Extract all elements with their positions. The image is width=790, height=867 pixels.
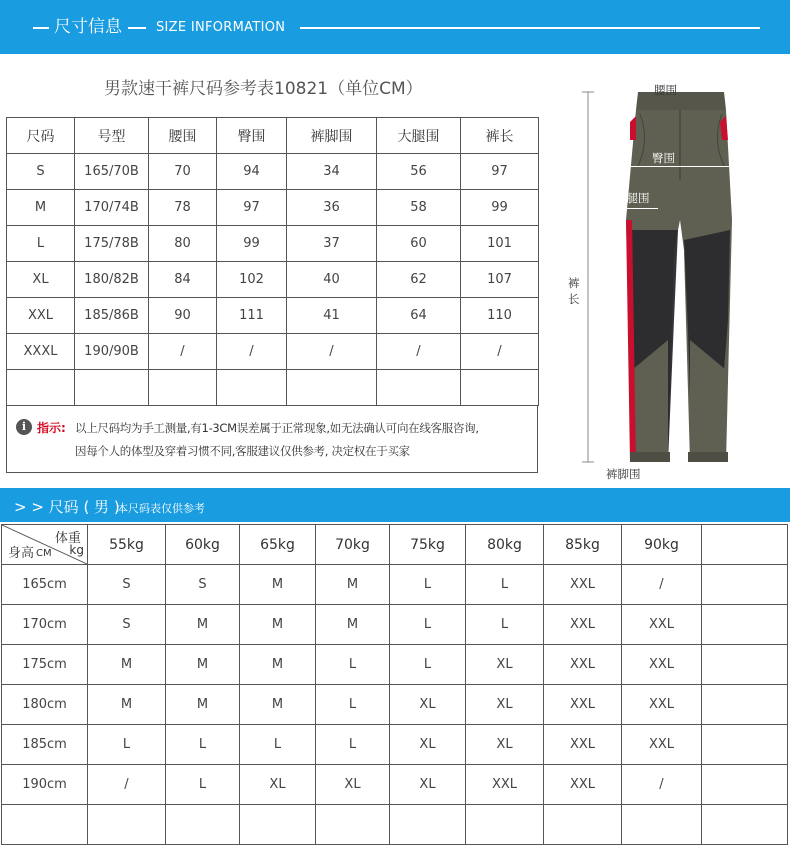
- size-cell: 34: [287, 154, 377, 190]
- size-header-cell: 裤脚围: [287, 118, 377, 154]
- size-guide-subtitle: 本尺码表仅供参考: [117, 502, 205, 515]
- size-cell: 165/70B: [75, 154, 149, 190]
- size-recommendation-cell: L: [390, 645, 466, 685]
- size-cell: 94: [217, 154, 287, 190]
- label-waist: 腰围: [654, 83, 677, 97]
- size-recommendation-cell: M: [240, 605, 316, 645]
- size-recommendation-cell: XXL: [544, 645, 622, 685]
- corner-weight-unit: kg: [69, 543, 84, 557]
- size-recommendation-cell: M: [88, 685, 166, 725]
- size-recommendation-cell: [702, 765, 788, 805]
- wh-corner-cell: [2, 525, 88, 565]
- size-recommendation-cell: XXL: [544, 565, 622, 605]
- size-recommendation-cell: M: [240, 645, 316, 685]
- size-recommendation-cell: L: [240, 725, 316, 765]
- size-recommendation-cell: M: [316, 565, 390, 605]
- size-table: [6, 117, 539, 406]
- size-recommendation-cell: [240, 805, 316, 845]
- size-cell: 37: [287, 226, 377, 262]
- size-cell: 56: [377, 154, 461, 190]
- size-recommendation-cell: S: [88, 565, 166, 605]
- size-row: [7, 154, 539, 190]
- banner-dash-left: [33, 27, 49, 29]
- weight-header-cell: 80kg: [466, 525, 544, 565]
- weight-height-table: [1, 524, 788, 845]
- weight-header-cell: 60kg: [166, 525, 240, 565]
- height-row: [2, 725, 788, 765]
- weight-header-cell: 65kg: [240, 525, 316, 565]
- height-cell: 190cm: [2, 765, 88, 805]
- size-header-cell: 腰围: [149, 118, 217, 154]
- size-row: [7, 190, 539, 226]
- corner-weight-label: 体重: [54, 531, 81, 546]
- size-recommendation-cell: XL: [466, 725, 544, 765]
- size-cell: 36: [287, 190, 377, 226]
- height-cell: 180cm: [2, 685, 88, 725]
- size-recommendation-cell: M: [240, 685, 316, 725]
- size-cell: 190/90B: [75, 334, 149, 370]
- pants-diagram: [560, 70, 790, 485]
- size-cell: S: [7, 154, 75, 190]
- size-cell: 60: [377, 226, 461, 262]
- size-recommendation-cell: M: [166, 605, 240, 645]
- size-recommendation-cell: L: [316, 685, 390, 725]
- size-recommendation-cell: M: [88, 645, 166, 685]
- size-guide-banner: [0, 488, 790, 522]
- size-recommendation-cell: XXL: [544, 685, 622, 725]
- size-recommendation-cell: XXL: [544, 765, 622, 805]
- weight-header-cell: 85kg: [544, 525, 622, 565]
- note-label: 指示:: [37, 421, 66, 435]
- size-recommendation-cell: [702, 565, 788, 605]
- height-row: [2, 565, 788, 605]
- pants-illustration: [560, 70, 790, 485]
- size-cell: 40: [287, 262, 377, 298]
- size-recommendation-cell: [316, 805, 390, 845]
- size-cell: 102: [217, 262, 287, 298]
- height-cell: [2, 805, 88, 845]
- size-cell: 107: [461, 262, 539, 298]
- size-cell: /: [287, 334, 377, 370]
- size-recommendation-cell: L: [466, 565, 544, 605]
- size-recommendation-cell: XXL: [622, 725, 702, 765]
- height-cell: 175cm: [2, 645, 88, 685]
- size-recommendation-cell: [702, 645, 788, 685]
- label-length-bottom: 长: [568, 292, 580, 306]
- size-cell: [7, 370, 75, 406]
- size-recommendation-cell: [702, 805, 788, 845]
- size-recommendation-cell: /: [88, 765, 166, 805]
- size-recommendation-cell: [702, 605, 788, 645]
- info-icon: i: [16, 419, 32, 435]
- size-recommendation-cell: L: [466, 605, 544, 645]
- size-row: [7, 262, 539, 298]
- size-recommendation-cell: M: [316, 605, 390, 645]
- size-header-row: [7, 118, 539, 154]
- size-recommendation-cell: L: [390, 565, 466, 605]
- height-row: [2, 765, 788, 805]
- size-recommendation-cell: XXL: [622, 685, 702, 725]
- size-recommendation-cell: L: [316, 645, 390, 685]
- size-recommendation-cell: S: [88, 605, 166, 645]
- size-cell: 99: [461, 190, 539, 226]
- label-length-top: 裤: [568, 276, 580, 290]
- size-cell: M: [7, 190, 75, 226]
- size-recommendation-cell: XXL: [622, 645, 702, 685]
- size-row: [7, 370, 539, 406]
- size-recommendation-cell: [702, 685, 788, 725]
- size-cell: [149, 370, 217, 406]
- size-cell: 101: [461, 226, 539, 262]
- size-cell: [287, 370, 377, 406]
- size-cell: 99: [217, 226, 287, 262]
- size-cell: XL: [7, 262, 75, 298]
- thigh-measure-line: [606, 208, 658, 209]
- weight-header-cell: 55kg: [88, 525, 166, 565]
- note-line-2: 因每个人的体型及穿着习惯不同,客服建议仅供参考, 决定权在于买家: [75, 444, 410, 458]
- weight-header-cell: 90kg: [622, 525, 702, 565]
- size-cell: 62: [377, 262, 461, 298]
- height-cell: 185cm: [2, 725, 88, 765]
- size-recommendation-cell: [544, 805, 622, 845]
- size-cell: 110: [461, 298, 539, 334]
- size-recommendation-cell: [166, 805, 240, 845]
- size-cell: XXXL: [7, 334, 75, 370]
- banner-rule: [300, 27, 760, 29]
- size-row: [7, 334, 539, 370]
- size-recommendation-cell: [702, 725, 788, 765]
- size-recommendation-cell: XL: [240, 765, 316, 805]
- size-recommendation-cell: L: [316, 725, 390, 765]
- size-cell: 64: [377, 298, 461, 334]
- size-cell: 70: [149, 154, 217, 190]
- size-note: [6, 405, 538, 473]
- size-recommendation-cell: [390, 805, 466, 845]
- size-recommendation-cell: M: [166, 645, 240, 685]
- size-cell: 97: [461, 154, 539, 190]
- size-header-cell: 臀围: [217, 118, 287, 154]
- size-cell: 170/74B: [75, 190, 149, 226]
- wh-header-row: [2, 525, 788, 565]
- size-recommendation-cell: M: [240, 565, 316, 605]
- size-cell: [75, 370, 149, 406]
- size-row: [7, 298, 539, 334]
- hip-measure-line: [606, 166, 734, 167]
- corner-height-label: 身高: [8, 546, 35, 561]
- size-cell: /: [217, 334, 287, 370]
- size-cell: 78: [149, 190, 217, 226]
- size-cell: L: [7, 226, 75, 262]
- size-cell: /: [149, 334, 217, 370]
- size-recommendation-cell: [466, 805, 544, 845]
- size-recommendation-cell: [88, 805, 166, 845]
- weight-header-cell: 75kg: [390, 525, 466, 565]
- size-cell: 90: [149, 298, 217, 334]
- height-cell: 165cm: [2, 565, 88, 605]
- size-recommendation-cell: XL: [316, 765, 390, 805]
- size-header-cell: 号型: [75, 118, 149, 154]
- size-header-cell: 尺码: [7, 118, 75, 154]
- size-recommendation-cell: [622, 805, 702, 845]
- section-banner: [0, 0, 790, 54]
- size-recommendation-cell: XXL: [544, 725, 622, 765]
- note-line-1: 以上尺码均为手工测量,有1-3CM误差属于正常现象,如无法确认可向在线客服咨询,: [75, 421, 479, 435]
- height-row: [2, 645, 788, 685]
- size-guide-title: > > 尺码 ( 男 ): [14, 498, 120, 516]
- size-cell: 180/82B: [75, 262, 149, 298]
- size-cell: 111: [217, 298, 287, 334]
- size-header-cell: 大腿围: [377, 118, 461, 154]
- weight-header-cell: 70kg: [316, 525, 390, 565]
- size-recommendation-cell: XXL: [622, 605, 702, 645]
- label-thigh: 大腿围: [615, 191, 650, 205]
- height-cell: 170cm: [2, 605, 88, 645]
- weight-header-cell: [702, 525, 788, 565]
- height-row: [2, 605, 788, 645]
- size-recommendation-cell: S: [166, 565, 240, 605]
- height-row: [2, 685, 788, 725]
- size-recommendation-cell: M: [166, 685, 240, 725]
- label-hip: 臀围: [652, 151, 675, 165]
- size-cell: [377, 370, 461, 406]
- banner-title-cn: 尺寸信息: [54, 17, 122, 37]
- size-recommendation-cell: XXL: [544, 605, 622, 645]
- size-recommendation-cell: XL: [390, 685, 466, 725]
- size-cell: 185/86B: [75, 298, 149, 334]
- banner-dash-mid: [128, 27, 146, 29]
- size-recommendation-cell: XL: [390, 765, 466, 805]
- size-cell: /: [377, 334, 461, 370]
- size-cell: [461, 370, 539, 406]
- corner-height-unit: CM: [36, 548, 52, 559]
- height-row: [2, 805, 788, 845]
- size-cell: 175/78B: [75, 226, 149, 262]
- size-cell: 58: [377, 190, 461, 226]
- size-recommendation-cell: L: [166, 765, 240, 805]
- size-row: [7, 226, 539, 262]
- size-cell: 97: [217, 190, 287, 226]
- size-recommendation-cell: L: [390, 605, 466, 645]
- size-chart-title: 男款速干裤尺码参考表10821（单位CM）: [104, 79, 423, 99]
- label-hem: 裤脚围: [606, 467, 641, 481]
- size-cell: 84: [149, 262, 217, 298]
- size-cell: XXL: [7, 298, 75, 334]
- size-cell: 80: [149, 226, 217, 262]
- size-cell: /: [461, 334, 539, 370]
- size-cell: [217, 370, 287, 406]
- size-recommendation-cell: /: [622, 565, 702, 605]
- size-recommendation-cell: L: [166, 725, 240, 765]
- size-cell: 41: [287, 298, 377, 334]
- size-recommendation-cell: XL: [390, 725, 466, 765]
- size-header-cell: 裤长: [461, 118, 539, 154]
- size-recommendation-cell: XL: [466, 645, 544, 685]
- size-recommendation-cell: L: [88, 725, 166, 765]
- size-recommendation-cell: /: [622, 765, 702, 805]
- banner-title-en: SIZE INFORMATION: [156, 20, 286, 35]
- size-recommendation-cell: XXL: [466, 765, 544, 805]
- size-recommendation-cell: XL: [466, 685, 544, 725]
